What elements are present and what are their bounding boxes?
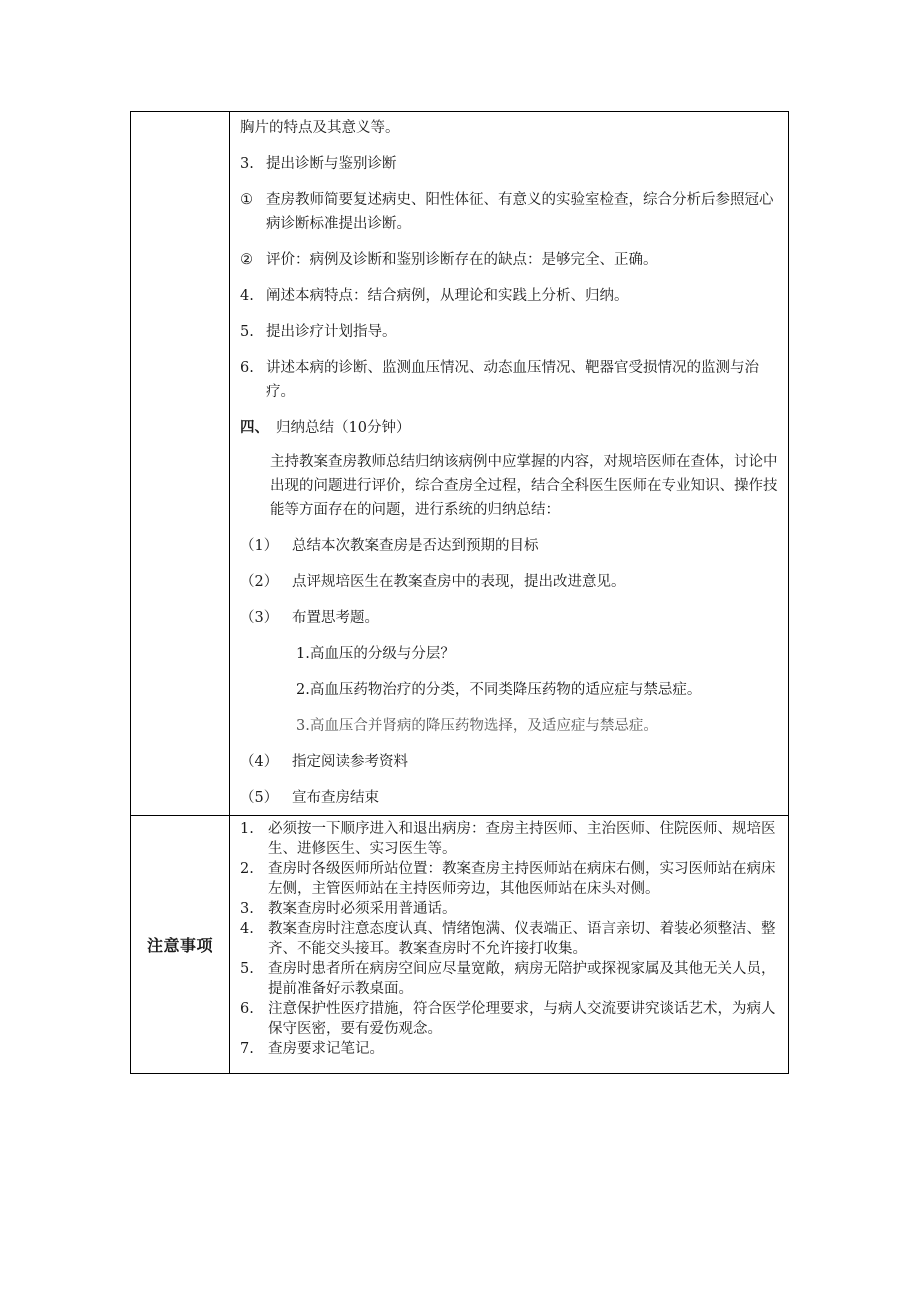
rounds-table bbox=[130, 111, 789, 1074]
notes-label: 注意事项 bbox=[146, 936, 213, 955]
step-3: 3. 提出诊断与鉴别诊断 bbox=[240, 156, 397, 172]
step-5: 5. 提出诊疗计划指导。 bbox=[240, 324, 397, 340]
summary-point-3: （3） 布置思考题。 bbox=[240, 610, 379, 626]
diagnosis-point-2: ② 评价：病例及诊断和鉴别诊断存在的缺点：是够完全、正确。 bbox=[240, 252, 658, 268]
summary-point-1: （1） 总结本次教案查房是否达到预期的目标 bbox=[240, 538, 539, 554]
continued-line: 胸片的特点及其意义等。 bbox=[240, 120, 400, 136]
note-item: 5. 查房时患者所在病房空间应尽量宽敞，病房无陪护或探视家属及其他无关人员，提前准备好示教桌面。 bbox=[240, 961, 776, 997]
note-item: 7. 查房要求记笔记。 bbox=[240, 1041, 384, 1057]
question-3: 3.高血压合并肾病的降压药物选择，及适应症与禁忌症。 bbox=[296, 718, 658, 734]
step-6: 6. 讲述本病的诊断、监测血压情况、动态血压情况、靶器官受损情况的监测与治疗。 bbox=[240, 360, 759, 400]
notes-list bbox=[240, 816, 782, 1059]
notes-content-cell bbox=[230, 816, 789, 1074]
summary-point-2: （2） 点评规培医生在教案查房中的表现，提出改进意见。 bbox=[240, 574, 626, 590]
procedure-row bbox=[131, 112, 789, 816]
section-4-heading: 四、 归纳总结（10分钟） bbox=[240, 419, 411, 436]
step-4: 4. 阐述本病特点：结合病例，从理论和实践上分析、归纳。 bbox=[240, 288, 629, 304]
question-2: 2.高血压药物治疗的分类，不同类降压药物的适应症与禁忌症。 bbox=[296, 682, 702, 698]
note-item: 1. 必须按一下顺序进入和退出病房：查房主持医师、主治医师、住院医师、规培医生、进修医生、实习医生等。 bbox=[240, 821, 776, 857]
note-item: 2. 查房时各级医师所站位置：教案查房主持医师站在病床右侧，实习医师站在病床左侧，主管医师站在主持医师旁边，其他医师站在床头对侧。 bbox=[240, 861, 776, 897]
notes-row bbox=[131, 816, 789, 1074]
summary-point-5: （5） 宣布查房结束 bbox=[240, 790, 379, 806]
note-item: 4. 教案查房时注意态度认真、情绪饱满、仪表端正、语言亲切、着装必须整洁、整齐、不能交头接耳。教案查房时不允许接打收集。 bbox=[240, 921, 776, 957]
question-1: 1.高血压的分级与分层？ bbox=[296, 646, 455, 662]
procedure-content bbox=[240, 116, 780, 810]
procedure-label-cell bbox=[131, 112, 230, 816]
procedure-content-cell bbox=[230, 112, 789, 816]
note-item: 6. 注意保护性医疗措施，符合医学伦理要求，与病人交流要讲究谈话艺术，为病人保守医密，要有爱伤观念。 bbox=[240, 1001, 776, 1037]
diagnosis-point-1: ① 查房教师简要复述病史、阳性体征、有意义的实验室检查，综合分析后参照冠心病诊断标准提出诊断。 bbox=[240, 192, 774, 232]
summary-paragraph: 主持教案查房教师总结归纳该病例中应掌握的内容，对规培医师在查体，讨论中出现的问题进行评价，综合查房全过程，结合全科医生医师在专业知识、操作技能等方面存在的问题，进行系统的归纳总结： bbox=[270, 454, 778, 518]
notes-label-cell bbox=[131, 816, 230, 1074]
note-item: 3. 教案查房时必须采用普通话。 bbox=[240, 901, 457, 917]
summary-point-4: （4） 指定阅读参考资料 bbox=[240, 754, 408, 770]
